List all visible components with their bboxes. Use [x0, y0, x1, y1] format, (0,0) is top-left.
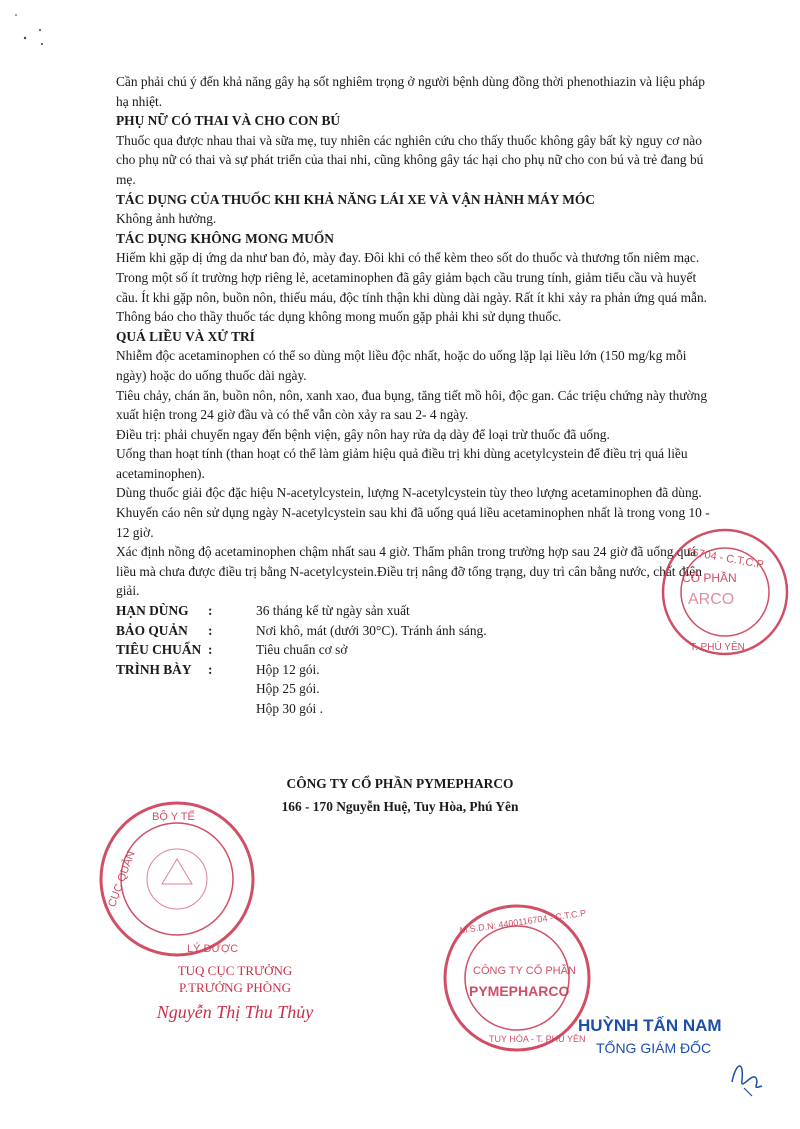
paragraph: Thông báo cho thầy thuốc tác dụng không mong muốn gặp phải khi sử dụng thuốc.	[116, 309, 562, 325]
paragraph: Hiếm khi gặp dị ứng da như ban đỏ, mày đay. Đôi khi có thể kèm theo sốt do thuốc và thương tổn niêm mạc. Trong một số ít trường hợp riêng lẻ, acetaminophen đã gây giảm bạch cầu trung tính, giảm tiểu cầu và huyết cầu. Ít khi gặp nôn, buồn nôn, thiếu máu, độc tính thận khi dùng dài ngày. Rất ít khi xảy ra phản ứng quá mẫn.	[116, 250, 707, 305]
svg-text:LÝ DƯỢC: LÝ DƯỢC	[187, 943, 239, 955]
spec-label-packaging: TRÌNH BÀY :	[116, 661, 213, 677]
spec-label-storage: BẢO QUẢN :	[116, 622, 213, 638]
paragraph: Điều trị: phải chuyển ngay đến bệnh viện, gây nôn hay rửa dạ dày để loại trừ thuốc đã uống.	[116, 426, 610, 442]
svg-text:M.S.D.N: 4400116704 - C.T.C.P: M.S.D.N: 4400116704 - C.T.C.P	[459, 907, 587, 936]
paragraph: Không ảnh hưởng.	[116, 211, 217, 227]
section-heading: TÁC DỤNG CỦA THUỐC KHI KHẢ NĂNG LÁI XE VÀ VẬN HÀNH MÁY MÓC	[116, 191, 595, 207]
svg-text:CỤC QUẢN: CỤC QUẢN	[106, 849, 138, 909]
spec-value-packaging: Hộp 12 gói.	[256, 661, 320, 677]
spec-label-standard: TIÊU CHUẨN :	[116, 642, 213, 658]
section-heading: TÁC DỤNG KHÔNG MONG MUỐN	[116, 230, 334, 246]
right-signer-title: TỔNG GIÁM ĐỐC	[596, 1040, 712, 1056]
svg-text:PYMEPHARCO: PYMEPHARCO	[469, 983, 570, 999]
spec-value-shelf-life: 36 tháng kể từ ngày sản xuất	[256, 603, 410, 619]
paragraph: Dùng thuốc giải độc đặc hiệu N-acetylcystein, lượng N-acetylcystein tùy theo lượng acetaminophen đã dùng.	[116, 485, 702, 501]
spec-value-packaging-2: Hộp 25 gói.	[256, 681, 320, 697]
blue-signature-mark	[722, 1052, 772, 1102]
paragraph: Xác định nồng độ acetaminophen chậm nhất sau 4 giờ. Thẩm phân trong trường hợp sau 24 giờ đã uống quá liều mà chưa được điều trị bằng N-acetylcystein.Điều trị nâng đỡ tổng trạng, duy trì cân bằng nước, chất điện giải.	[116, 544, 702, 599]
leaflet-body	[116, 72, 716, 719]
svg-text:16704 - C.T.C.P: 16704 - C.T.C.P	[685, 545, 765, 572]
spec-label-shelf-life: HẠN DÙNG :	[116, 603, 213, 619]
svg-text:CÔNG TY CỔ PHẦN: CÔNG TY CỔ PHẦN	[473, 965, 576, 977]
scan-specks	[0, 0, 60, 60]
paragraph: Tiêu chảy, chán ăn, buồn nôn, nôn, xanh xao, đua bụng, tăng tiết mồ hôi, độc gan. Các triệu chứng này thường xuất hiện trong 24 giờ đầu và có thể vẫn còn xảy ra sau 2- 4 ngày.	[116, 387, 708, 423]
svg-text:TUY HÒA - T. PHÚ YÊN: TUY HÒA - T. PHÚ YÊN	[489, 1034, 586, 1044]
company-address: 166 - 170 Nguyễn Huệ, Tuy Hòa, Phú Yên	[281, 799, 519, 814]
spec-value-packaging-3: Hộp 30 gói .	[256, 701, 323, 716]
left-signer-title-1: TUQ CỤC TRƯỞNG	[177, 963, 293, 978]
paragraph: Uống than hoạt tính (than hoạt có thể làm giảm hiệu quả điều trị khi dùng acetylcystein để điều trị quá liều acetaminophen).	[116, 446, 688, 481]
section-heading: QUÁ LIỀU VÀ XỬ TRÍ	[116, 328, 255, 344]
svg-text:CỔ PHẦN: CỔ PHẦN	[682, 571, 737, 585]
ministry-seal	[92, 794, 262, 964]
paragraph: Cần phải chú ý đến khả năng gây hạ sốt nghiêm trọng ở người bệnh dùng đồng thời phenothiazin và liệu pháp hạ nhiệt.	[116, 74, 705, 109]
company-stamp-partial	[640, 522, 800, 662]
left-signature: Nguyễn Thị Thu Thủy	[156, 1002, 314, 1022]
paragraph: Khuyến cáo nên sử dụng ngày N-acetylcystein sau khi đã uống quá liều acetaminophen nhất là trong vong 10 - 12 giờ.	[116, 505, 710, 540]
spec-value-storage: Nơi khô, mát (dưới 30°C). Tránh ánh sáng.	[256, 622, 487, 638]
svg-text:ARCO: ARCO	[688, 591, 735, 608]
left-signer-title-2: P.TRƯỞNG PHÒNG	[179, 980, 291, 995]
spec-table	[116, 601, 716, 719]
svg-text:BỘ Y TẾ: BỘ Y TẾ	[152, 811, 195, 823]
paragraph: Nhiễm độc acetaminophen có thể so dùng một liều độc nhất, hoặc do uống lặp lại liều lớn (150 mg/kg mỗi ngày) hoặc do uống thuốc dài ngày.	[116, 348, 687, 383]
right-signer-name: HUỲNH TẤN NAM	[578, 1016, 722, 1035]
spec-value-standard: Tiêu chuẩn cơ sở	[256, 642, 348, 658]
pymepharco-stamp	[437, 898, 597, 1058]
company-name: CÔNG TY CỔ PHẦN PYMEPHARCO	[286, 776, 514, 791]
paragraph: Thuốc qua được nhau thai và sữa mẹ, tuy nhiên các nghiên cứu cho thấy thuốc không gây bất kỳ nguy cơ nào cho phụ nữ có thai và sự phát triển của thai nhi, cũng không gây tác hại cho phụ nữ cho con bú và trẻ đang bú mẹ.	[116, 132, 704, 187]
svg-text:T. PHÚ YÊN: T. PHÚ YÊN	[690, 642, 745, 653]
section-heading: PHỤ NỮ CÓ THAI VÀ CHO CON BÚ	[116, 113, 341, 129]
